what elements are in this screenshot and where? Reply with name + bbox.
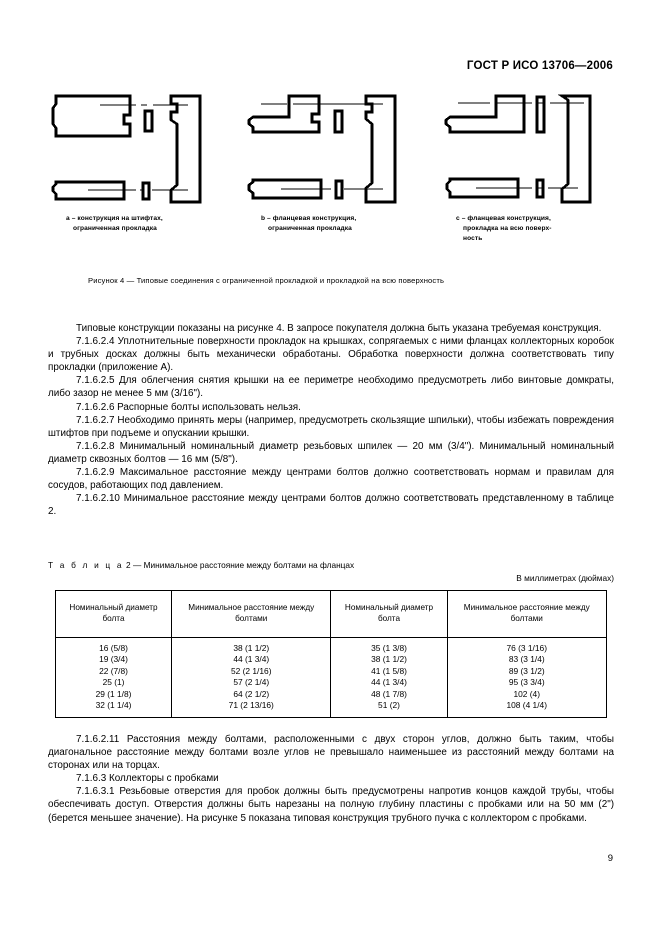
cell-value: 52 (2 1/16) xyxy=(230,665,272,676)
cell-value: 41 (1 5/8) xyxy=(371,665,407,676)
paragraph-7-1-6-2-9: 7.1.6.2.9 Максимальное расстояние между центрами болтов должно соответствовать нормам и правилам для сосудов, работающих под давлением. xyxy=(48,467,614,492)
table-header-min-spacing-2: Минимальное расстояние между болтами xyxy=(447,591,607,638)
drawing-c-flanged-full-face-gasket xyxy=(438,84,613,206)
cell-value: 16 (5/8) xyxy=(99,643,128,653)
paragraph-7-1-6-2-8: 7.1.6.2.8 Минимальный номинальный диаметр резьбовых шпилек — 20 мм (3/4"). Минимальный номинальный диаметр сквозных болтов — 16 мм (5/8"). xyxy=(48,440,614,465)
cell-value: 44 (1 3/4) xyxy=(233,654,270,665)
paragraph-7-1-6-2-7: 7.1.6.2.7 Необходимо принять меры (например, предусмотреть скользящие шпильки), чтобы избежать повреждения штифтов при подъеме и опускании крышки. xyxy=(48,414,614,439)
table-label-word: Т а б л и ц а xyxy=(48,560,124,570)
table-units-note: В миллиметрах (дюймах) xyxy=(516,573,614,583)
table-col-1-values xyxy=(56,638,172,718)
cell-value: 22 (7/8) xyxy=(99,665,128,676)
paragraph-7-1-6-2-4: 7.1.6.2.4 Уплотнительные поверхности прокладок на крышках, сопрягаемых с ними фланцах коллекторных коробок и трубных досках должны быть механически обработаны. Обработка поверхности должна соответствовать типу прокладки (приложение А). xyxy=(48,336,614,374)
body-text-after-table xyxy=(48,733,614,825)
table-col-3-values xyxy=(331,638,447,718)
cell-value: 89 (3 1/2) xyxy=(508,665,545,676)
cell-value: 71 (2 13/16) xyxy=(228,700,274,711)
caption-c-line1: c – фланцевая конструкция, xyxy=(456,215,551,222)
cell-value: 102 (4) xyxy=(513,688,541,699)
cell-value: 51 (2) xyxy=(378,700,400,711)
figure-captions-row xyxy=(48,214,613,245)
drawing-b-flanged-confined-gasket xyxy=(243,84,418,206)
caption-b-line2: ограниченная прокладка xyxy=(268,225,352,233)
heading-7-1-6-3: 7.1.6.3 Коллекторы с пробками xyxy=(76,773,219,785)
cell-value: 25 (1) xyxy=(102,677,125,688)
paragraph-intro: Типовые конструкции показаны на рисунке 4. В запросе покупателя должна быть указана требуемая конструкция. xyxy=(76,323,602,334)
caption-c-line2: прокладка на всю поверх- xyxy=(463,225,552,233)
cell-value: 95 (3 3/4) xyxy=(508,677,545,688)
caption-c-line3: ность xyxy=(463,235,483,243)
table-col-4-values xyxy=(447,638,607,718)
cell-value: 32 (1 1/4) xyxy=(95,700,132,711)
page-number: 9 xyxy=(607,853,613,864)
paragraph-7-1-6-2-5: 7.1.6.2.5 Для облегчения снятия крышки на ее периметре необходимо предусмотреть либо винтовые домкраты, либо зазор не менее 5 мм (3/16"). xyxy=(48,375,614,400)
cell-value: 44 (1 3/4) xyxy=(371,677,407,688)
figure-4-title: Рисунок 4 — Типовые соединения с ограниченной прокладкой и прокладкой на всю поверхность xyxy=(88,276,445,285)
cell-value: 48 (1 7/8) xyxy=(371,688,407,699)
caption-a-line1: a – конструкция на штифтах, xyxy=(66,215,163,222)
cell-value: 108 (4 1/4) xyxy=(506,700,547,711)
caption-a-line2: ограниченная прокладка xyxy=(73,225,157,233)
table-col-2-values xyxy=(172,638,331,718)
caption-b xyxy=(243,214,418,234)
table-2-title xyxy=(48,560,354,570)
table-number: 2 xyxy=(126,560,131,570)
cell-value: 38 (1 1/2) xyxy=(371,654,407,665)
standard-header: ГОСТ Р ИСО 13706—2006 xyxy=(466,60,613,72)
cell-value: 57 (2 1/4) xyxy=(233,677,270,688)
table-header-min-spacing-1: Минимальное расстояние между болтами xyxy=(172,591,331,638)
figure-drawings-row xyxy=(48,84,613,206)
caption-c xyxy=(438,214,613,245)
cell-value: 83 (3 1/4) xyxy=(508,654,545,665)
table-2-minimum-bolt-spacing xyxy=(55,590,607,718)
cell-value: 35 (1 3/8) xyxy=(371,643,407,653)
paragraph-7-1-6-2-11: 7.1.6.2.11 Расстояния между болтами, расположенными с двух сторон углов, должно быть таким, чтобы диагональное расстояние между болтами возле углов не превышало наименьшее из расстояний между болтами на сторонах или на торцах. xyxy=(48,734,614,772)
table-header-nominal-diameter-1: Номинальный диаметр болта xyxy=(56,591,172,638)
paragraph-7-1-6-2-6: 7.1.6.2.6 Распорные болты использовать нельзя. xyxy=(76,401,301,413)
drawing-a-stud-bolted-confined-gasket xyxy=(48,84,223,206)
table-caption-text: — Минимальное расстояние между болтами на фланцах xyxy=(132,560,355,570)
body-text-before-table xyxy=(48,322,614,518)
cell-value: 38 (1 1/2) xyxy=(233,643,270,653)
paragraph-7-1-6-2-10: 7.1.6.2.10 Минимальное расстояние между центрами болтов должно соответствовать представленному в таблице 2. xyxy=(48,493,614,518)
figure-4 xyxy=(48,84,613,245)
table-header-nominal-diameter-2: Номинальный диаметр болта xyxy=(331,591,447,638)
cell-value: 29 (1 1/8) xyxy=(95,688,132,699)
caption-b-line1: b – фланцевая конструкция, xyxy=(261,215,357,222)
cell-value: 76 (3 1/16) xyxy=(506,643,547,653)
cell-value: 19 (3/4) xyxy=(99,654,128,665)
table-row xyxy=(56,638,607,718)
table-header-row xyxy=(56,591,607,638)
caption-a xyxy=(48,214,223,234)
paragraph-7-1-6-3-1: 7.1.6.3.1 Резьбовые отверстия для пробок должны быть предусмотрены напротив концов каждой трубы, чтобы обеспечивать доступ. Отверстия должны быть нарезаны на полную глубину пластины с пробками или на 50 мм (2") (берется меньшее значение). На рисунке 5 показана типовая конструкция трубного пучка с коллектором с пробками. xyxy=(48,786,614,824)
cell-value: 64 (2 1/2) xyxy=(233,688,270,699)
